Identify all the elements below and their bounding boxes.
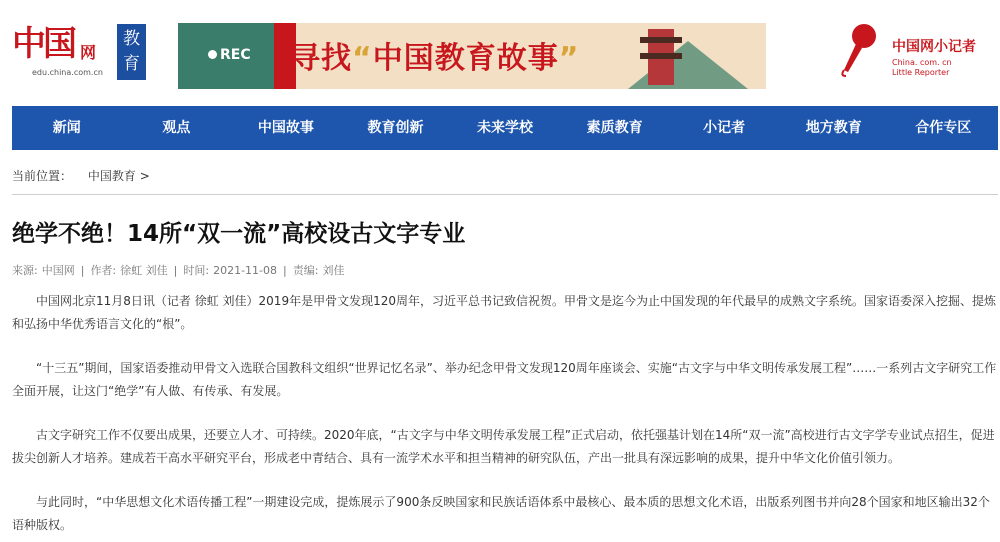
meta-editor: 刘佳 xyxy=(322,264,345,277)
main-nav xyxy=(12,106,998,150)
banner-title-prefix: 寻找 xyxy=(290,41,352,76)
site-header xyxy=(0,0,1000,105)
china-com-cn-logo[interactable] xyxy=(12,22,107,84)
meta-author: 徐虹 刘佳 xyxy=(120,264,168,277)
breadcrumb-prefix: 当前位置： xyxy=(12,169,73,183)
meta-time-label: 时间: xyxy=(183,264,210,277)
article-paragraph: 中国网北京11月8日讯（记者 徐虹 刘佳）2019年是甲骨文发现120周年，习近平总书记致信祝贺。甲骨文是迄今为止中国发现的年代最早的成熟文字系统。国家语委深入挖掘、提炼和弘扬中华优秀语言文化的“根”。 xyxy=(12,294,996,331)
article-meta: 来源: 中国网 | 作者: 徐虹 刘佳 | 时间: 2021-11-08 | 责编: 刘佳 xyxy=(12,264,345,277)
pen-microphone-icon xyxy=(838,22,882,78)
meta-source-label: 来源: xyxy=(12,264,38,277)
banner-rec-label: REC xyxy=(220,47,251,63)
logo-domain: edu.china.com.cn xyxy=(32,68,103,77)
article-title: 绝学不绝！14所“双一流”高校设古文字专业 xyxy=(12,221,466,247)
banner-quote-open: “ xyxy=(352,41,373,76)
meta-time: 2021-11-08 xyxy=(213,264,278,277)
banner-title-main: 中国教育故事 xyxy=(372,41,559,76)
banner-quote-close: ” xyxy=(558,41,580,76)
nav-item-cooperation[interactable]: 合作专区 xyxy=(915,120,972,136)
article-paragraph: 与此同时，“中华思想文化术语传播工程”一期建设完成，提炼展示了900条反映国家和民族话语体系中最核心、最本质的思想文化术语，出版系列图书并向28个国家和地区输出32个语种版权。 xyxy=(12,495,990,532)
meta-author-label: 作者: xyxy=(90,264,117,277)
nav-item-future-school[interactable]: 未来学校 xyxy=(477,120,534,136)
reporter-en-line1: China. com. cn xyxy=(892,58,952,67)
reporter-name: 中国网小记者 xyxy=(892,39,976,55)
pagoda-roof-icon xyxy=(640,53,682,59)
nav-item-opinion[interactable]: 观点 xyxy=(162,120,191,136)
little-reporter-logo[interactable] xyxy=(838,22,998,84)
education-story-banner[interactable] xyxy=(178,23,766,89)
nav-item-little-reporter[interactable]: 小记者 xyxy=(703,120,746,136)
divider xyxy=(12,194,998,195)
nav-item-edu-innovation[interactable]: 教育创新 xyxy=(367,120,424,136)
logo-suffix: 网 xyxy=(80,43,97,62)
breadcrumb-link[interactable]: 中国教育 xyxy=(87,169,136,183)
meta-editor-label: 责编: xyxy=(292,264,319,277)
nav-item-china-story[interactable]: 中国故事 xyxy=(257,120,314,136)
mountain-icon xyxy=(628,41,748,89)
channel-label[interactable]: 教育 xyxy=(117,24,146,80)
meta-source[interactable]: 中国网 xyxy=(41,264,75,277)
nav-item-local-edu[interactable]: 地方教育 xyxy=(805,120,862,136)
reporter-en-line2: Little Reporter xyxy=(892,68,950,77)
logo-text: 中国 xyxy=(12,24,74,64)
breadcrumb-arrow: > xyxy=(139,169,150,183)
pagoda-roof-icon xyxy=(640,37,682,43)
nav-item-news[interactable]: 新闻 xyxy=(52,120,81,136)
breadcrumb xyxy=(12,167,150,184)
record-dot-icon xyxy=(208,50,217,59)
nav-item-quality-edu[interactable]: 素质教育 xyxy=(586,120,643,136)
banner-rec xyxy=(208,47,251,63)
article-paragraph: 古文字研究工作不仅要出成果，还要立人才、可持续。2020年底，“古文字与中华文明传承发展工程”正式启动，依托强基计划在14所“双一流”高校进行古文字学专业试点招生，促进拔尖创新人才培养。建成若干高水平研究平台，形成老中青结合、具有一流学术水平和担当精神的研究队伍，产出一批具有深远影响的成果，提升中华文化价值引领力。 xyxy=(12,428,995,465)
banner-title xyxy=(290,33,579,77)
article-paragraph: “十三五”期间，国家语委推动甲骨文入选联合国教科文组织“世界记忆名录”、举办纪念甲骨文发现120周年座谈会、实施“古文字与中华文明传承发展工程”……一系列古文字研究工作全面开展，让这门“绝学”有人做、有传承、有发展。 xyxy=(12,361,997,398)
